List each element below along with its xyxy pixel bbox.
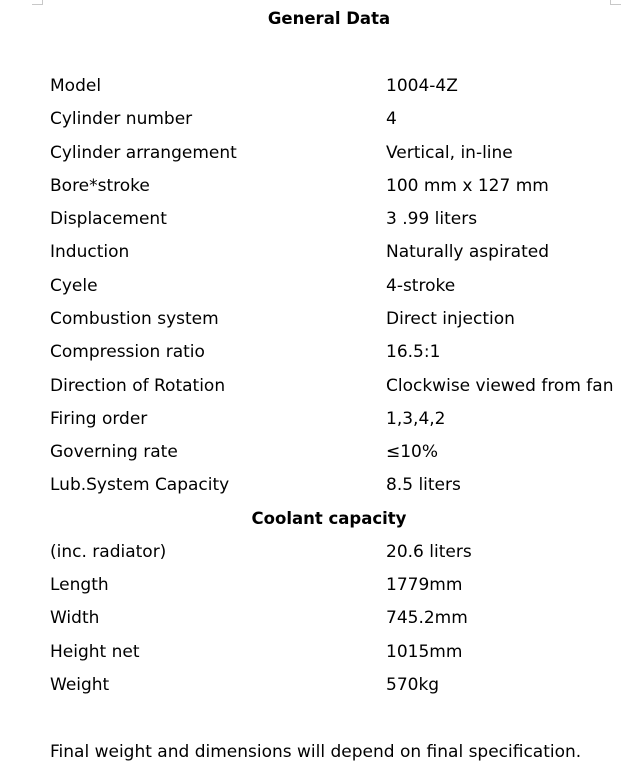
spec-row-cylinder-number (50, 107, 625, 131)
spec-value: 1004-4Z (386, 76, 458, 96)
spec-row-combustion-system (50, 307, 625, 331)
spec-label: Length (50, 575, 109, 595)
spec-label: (inc. radiator) (50, 542, 167, 562)
spec-label: Model (50, 76, 102, 96)
spec-value: 4-stroke (386, 276, 456, 296)
spec-row-cycle (50, 274, 625, 298)
spec-label: Weight (50, 675, 110, 695)
spec-label: Cylinder number (50, 109, 193, 129)
spec-label: Height net (50, 642, 140, 662)
spec-label: Combustion system (50, 309, 219, 329)
spec-row-length (50, 573, 625, 597)
spec-row-model (50, 74, 625, 98)
spec-label: Induction (50, 242, 130, 262)
footnote: Final weight and dimensions will depend on final specification. (50, 742, 582, 762)
spec-label: Direction of Rotation (50, 376, 226, 396)
page-corner-mark-right (610, 0, 621, 5)
spec-row-governing-rate (50, 440, 625, 464)
spec-label: Cylinder arrangement (50, 143, 237, 163)
spec-value: 16.5:1 (386, 342, 441, 362)
page-corner-mark-left (32, 0, 43, 5)
spec-row-lub-system-capacity (50, 473, 625, 497)
spec-value: 1779mm (386, 575, 463, 595)
spec-value: Naturally aspirated (386, 242, 550, 262)
spec-row-height-net (50, 640, 625, 664)
spec-row-width (50, 606, 625, 630)
spec-value: Clockwise viewed from fan (386, 376, 614, 396)
spec-row-induction (50, 240, 625, 264)
coolant-capacity-heading: Coolant capacity (251, 509, 407, 528)
spec-label: Firing order (50, 409, 148, 429)
spec-row-compression-ratio (50, 340, 625, 364)
spec-label: Lub.System Capacity (50, 475, 230, 495)
spec-row-cylinder-arrangement (50, 141, 625, 165)
spec-value: 745.2mm (386, 608, 468, 628)
spec-value: 570kg (386, 675, 440, 695)
spec-value: 1,3,4,2 (386, 409, 446, 429)
spec-value: 100 mm x 127 mm (386, 176, 549, 196)
spec-row-firing-order (50, 407, 625, 431)
spec-row-inc-radiator (50, 540, 625, 564)
spec-label: Width (50, 608, 100, 628)
spec-value: 1015mm (386, 642, 463, 662)
spec-row-direction-of-rotation (50, 374, 625, 398)
spec-label: Displacement (50, 209, 167, 229)
spec-value: Vertical, in-line (386, 143, 513, 163)
spec-label: Compression ratio (50, 342, 205, 362)
spec-value: 20.6 liters (386, 542, 472, 562)
spec-row-bore-stroke (50, 174, 625, 198)
spec-row-displacement (50, 207, 625, 231)
spec-value: 4 (386, 109, 397, 129)
spec-value: 3 .99 liters (386, 209, 478, 229)
general-data-heading: General Data (267, 9, 391, 28)
spec-row-weight (50, 673, 625, 697)
spec-label: Cyele (50, 276, 98, 296)
spec-label: Bore*stroke (50, 176, 150, 196)
spec-value: 8.5 liters (386, 475, 461, 495)
spec-value: ≤10% (386, 442, 439, 462)
spec-label: Governing rate (50, 442, 178, 462)
spec-value: Direct injection (386, 309, 515, 329)
